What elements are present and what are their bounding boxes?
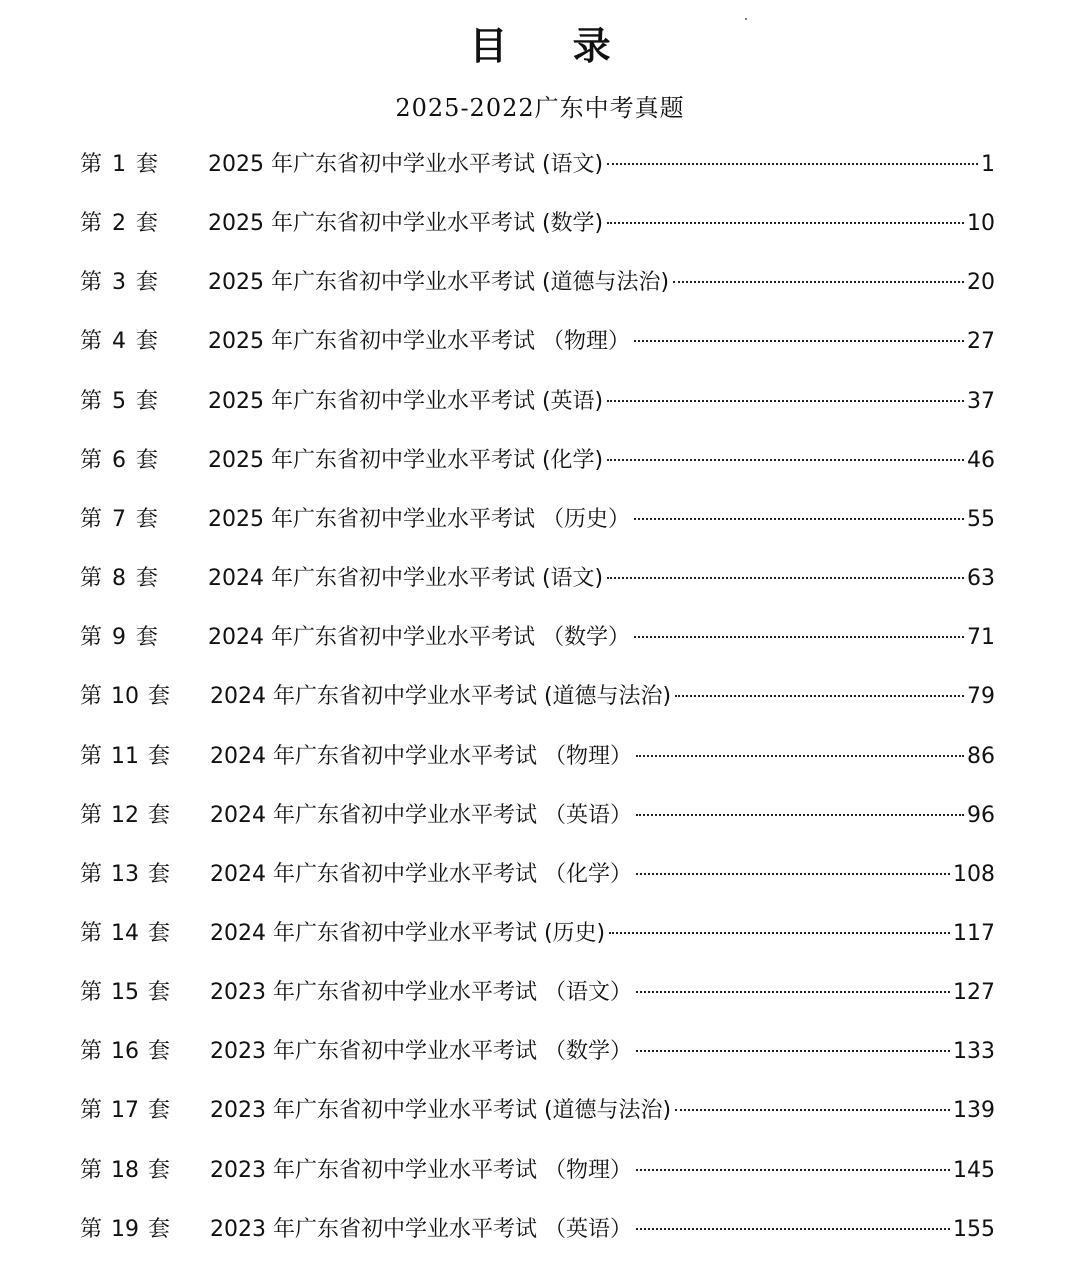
toc-entry-suffix: 套 (148, 743, 171, 769)
toc-entry-prefix: 第 (80, 920, 103, 946)
toc-entry-set-number (80, 918, 210, 950)
toc-entry-set-number (80, 149, 208, 181)
toc-entry-title: 2024 年广东省初中学业水平考试 （化学） (210, 861, 632, 887)
toc-entry-set-number (80, 445, 208, 477)
toc-entry-set-number (80, 977, 210, 1009)
toc-entry-page-number: 1 (981, 152, 995, 177)
toc-entry-page-number: 55 (967, 506, 995, 532)
toc-entry-dot-leader (675, 695, 964, 697)
toc-entry-prefix: 第 (80, 861, 103, 887)
toc-entry-dot-leader (607, 163, 978, 165)
toc-entry-suffix: 套 (148, 1098, 171, 1124)
toc-entry[interactable] (80, 149, 995, 181)
toc-entry-title: 2025 年广东省初中学业水平考试 (道德与法治) (208, 270, 670, 296)
toc-entry-title: 2025 年广东省初中学业水平考试 (英语) (208, 388, 604, 414)
toc-entry-page-number: 37 (967, 388, 995, 414)
toc-entry-suffix: 套 (136, 270, 159, 296)
toc-entry-suffix: 套 (148, 1216, 171, 1242)
toc-entry-set-number (80, 800, 210, 832)
toc-entry-dot-leader (634, 518, 964, 520)
toc-entry-set-number (80, 1036, 210, 1068)
toc-entry-prefix: 第 (80, 329, 103, 355)
toc-entry-set-number (80, 504, 208, 536)
toc-entry-set-number (80, 1155, 210, 1187)
toc-entry-suffix: 套 (148, 1039, 171, 1065)
toc-entry[interactable] (80, 681, 995, 713)
toc-entry-number: 12 (111, 802, 140, 828)
toc-entry-title: 2024 年广东省初中学业水平考试 (历史) (210, 920, 606, 946)
toc-entry-suffix: 套 (136, 211, 159, 237)
toc-entry[interactable] (80, 445, 995, 477)
toc-entry[interactable] (80, 1214, 995, 1246)
toc-entry-title: 2025 年广东省初中学业水平考试 （历史） (208, 506, 630, 532)
toc-entry-suffix: 套 (136, 506, 159, 532)
toc-entry-suffix: 套 (148, 684, 171, 710)
toc-entry-number: 1 (112, 152, 127, 177)
toc-entry-title: 2023 年广东省初中学业水平考试 （数学） (210, 1039, 632, 1065)
toc-entry-prefix: 第 (80, 447, 103, 473)
toc-entry-number: 3 (112, 270, 127, 296)
toc-entry-page-number: 139 (953, 1098, 995, 1124)
toc-entry-dot-leader (609, 932, 950, 934)
toc-entry-suffix: 套 (148, 802, 171, 828)
toc-entry-suffix: 套 (148, 1157, 171, 1183)
toc-entry-dot-leader (607, 222, 964, 224)
toc-entry-page-number: 71 (967, 625, 995, 651)
toc-entry-prefix: 第 (80, 684, 103, 710)
toc-entry-prefix: 第 (80, 270, 103, 296)
toc-entry[interactable] (80, 326, 995, 358)
toc-entry-dot-leader (636, 1050, 950, 1052)
toc-entry-title: 2025 年广东省初中学业水平考试 (数学) (208, 211, 604, 237)
toc-entry-set-number (80, 208, 208, 240)
toc-entry-prefix: 第 (80, 211, 103, 237)
toc-entry-dot-leader (607, 577, 964, 579)
toc-entry-suffix: 套 (136, 329, 159, 355)
toc-entry-page-number: 127 (953, 980, 995, 1006)
toc-entry-dot-leader (634, 340, 964, 342)
toc-entry-number: 18 (111, 1157, 140, 1183)
page-title: 目 录 (469, 24, 637, 68)
toc-entry-title: 2024 年广东省初中学业水平考试 （数学） (208, 625, 630, 651)
toc-entry-number: 8 (112, 566, 127, 592)
toc-entry-dot-leader (636, 873, 950, 875)
toc-entry[interactable] (80, 918, 995, 950)
toc-entry-suffix: 套 (136, 388, 159, 414)
toc-entry-title: 2023 年广东省初中学业水平考试 （物理） (210, 1157, 632, 1183)
toc-entry-page-number: 86 (967, 743, 995, 769)
toc-entry-page-number: 46 (967, 447, 995, 473)
toc-entry-number: 19 (111, 1216, 140, 1242)
toc-entry-prefix: 第 (80, 388, 103, 414)
toc-entry-page-number: 79 (967, 684, 995, 710)
toc-entry[interactable] (80, 1036, 995, 1068)
toc-entry-prefix: 第 (80, 625, 103, 651)
toc-entry-title: 2025 年广东省初中学业水平考试 (化学) (208, 447, 604, 473)
toc-entry-number: 7 (112, 506, 127, 532)
toc-entry-prefix: 第 (80, 1157, 103, 1183)
toc-entry[interactable] (80, 386, 995, 418)
toc-entry-suffix: 套 (148, 980, 171, 1006)
toc-entry-suffix: 套 (148, 861, 171, 887)
page-subtitle: 2025-2022广东中考真题 (395, 94, 685, 122)
toc-entry-dot-leader (673, 281, 964, 283)
toc-entry-page-number: 27 (967, 329, 995, 355)
toc-entry-dot-leader (636, 1169, 950, 1171)
toc-entry-dot-leader (634, 636, 964, 638)
toc-entry-page-number: 108 (953, 861, 995, 887)
toc-entry[interactable] (80, 977, 995, 1009)
toc-entry-page-number: 63 (967, 566, 995, 592)
toc-entry-page-number: 133 (953, 1039, 995, 1065)
toc-entry-dot-leader (675, 1109, 950, 1111)
toc-entry[interactable] (80, 208, 995, 240)
toc-entry-set-number (80, 386, 208, 418)
toc-entry-title: 2024 年广东省初中学业水平考试 (语文) (208, 566, 604, 592)
toc-entry[interactable] (80, 563, 995, 595)
toc-entry-number: 17 (111, 1098, 140, 1124)
toc-entry[interactable] (80, 800, 995, 832)
toc-entry-dot-leader (607, 400, 964, 402)
toc-entry-page-number: 20 (967, 270, 995, 296)
toc-entry-number: 2 (112, 211, 127, 237)
toc-entry-suffix: 套 (136, 566, 159, 592)
toc-entry-prefix: 第 (80, 743, 103, 769)
toc-entry[interactable] (80, 741, 995, 773)
toc-entry-set-number (80, 326, 208, 358)
toc-entry-title: 2024 年广东省初中学业水平考试 (道德与法治) (210, 684, 672, 710)
toc-entry-page-number: 155 (953, 1216, 995, 1242)
toc-entry-number: 4 (112, 329, 127, 355)
toc-entry-title: 2024 年广东省初中学业水平考试 （物理） (210, 743, 632, 769)
toc-entry-suffix: 套 (136, 625, 159, 651)
toc-entry[interactable] (80, 1095, 995, 1127)
toc-entry-prefix: 第 (80, 152, 103, 177)
toc-entry-dot-leader (636, 755, 964, 757)
toc-entry[interactable] (80, 1155, 995, 1187)
toc-entry-number: 15 (111, 980, 140, 1006)
toc-entry-number: 9 (112, 625, 127, 651)
toc-entry-prefix: 第 (80, 1039, 103, 1065)
toc-entry-page-number: 96 (967, 802, 995, 828)
toc-entry-dot-leader (607, 459, 964, 461)
toc-entry-set-number (80, 681, 210, 713)
toc-entry-dot-leader (636, 991, 950, 993)
toc-entry[interactable] (80, 267, 995, 299)
toc-entry-set-number (80, 1214, 210, 1246)
toc-entry-number: 10 (111, 684, 140, 710)
toc-entry-set-number (80, 859, 210, 891)
toc-entry-prefix: 第 (80, 566, 103, 592)
toc-entry-number: 11 (111, 743, 140, 769)
toc-entry-dot-leader (636, 1228, 950, 1230)
toc-entry-prefix: 第 (80, 980, 103, 1006)
toc-entry-page-number: 10 (967, 211, 995, 237)
toc-entry[interactable] (80, 622, 995, 654)
toc-entry-set-number (80, 1095, 210, 1127)
toc-entry-title: 2025 年广东省初中学业水平考试 （物理） (208, 329, 630, 355)
toc-entry-title: 2025 年广东省初中学业水平考试 (语文) (208, 152, 604, 177)
toc-entry-prefix: 第 (80, 506, 103, 532)
toc-entry-suffix: 套 (136, 447, 159, 473)
toc-entry-dot-leader (636, 814, 964, 816)
toc-entry-title: 2023 年广东省初中学业水平考试 （英语） (210, 1216, 632, 1242)
toc-entry[interactable] (80, 504, 995, 536)
toc-entry-page-number: 145 (953, 1157, 995, 1183)
toc-entry-title: 2024 年广东省初中学业水平考试 （英语） (210, 802, 632, 828)
toc-entry-title: 2023 年广东省初中学业水平考试 （语文） (210, 980, 632, 1006)
toc-entry-number: 6 (112, 447, 127, 473)
toc-entry-suffix: 套 (148, 920, 171, 946)
toc-entry-prefix: 第 (80, 1098, 103, 1124)
toc-entry-number: 14 (111, 920, 140, 946)
toc-entry-number: 13 (111, 861, 140, 887)
toc-entry-title: 2023 年广东省初中学业水平考试 (道德与法治) (210, 1098, 672, 1124)
toc-entry-number: 5 (112, 388, 127, 414)
toc-entry-number: 16 (111, 1039, 140, 1065)
toc-entry-prefix: 第 (80, 802, 103, 828)
toc-entry-set-number (80, 563, 208, 595)
toc-entry-set-number (80, 622, 208, 654)
toc-entry-set-number (80, 267, 208, 299)
toc-entry-page-number: 117 (953, 920, 995, 946)
toc-entry-set-number (80, 741, 210, 773)
toc-entry-prefix: 第 (80, 1216, 103, 1242)
toc-entry-suffix: 套 (136, 152, 159, 177)
toc-entry[interactable] (80, 859, 995, 891)
